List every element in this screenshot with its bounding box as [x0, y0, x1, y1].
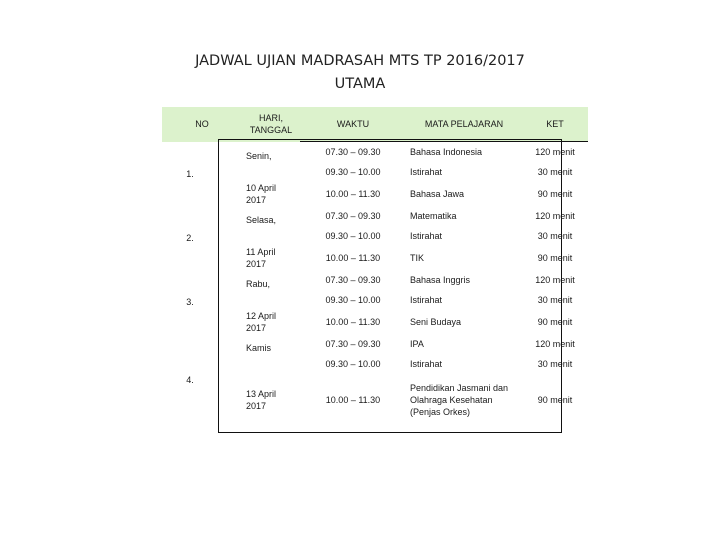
session-time: 09.30 – 10.00: [325, 359, 381, 369]
session-time: 10.00 – 11.30: [325, 189, 381, 199]
page-title: JADWAL UJIAN MADRASAH MTS TP 2016/2017: [195, 53, 525, 69]
day-spacer: [242, 226, 300, 246]
session-time: 07.30 – 09.30: [300, 142, 406, 163]
session-subject: IPA: [410, 339, 424, 349]
session-time: 10.00 – 11.30: [325, 317, 381, 327]
table-row: [162, 334, 588, 354]
session-subject: Istirahat: [410, 231, 443, 241]
day-name: Senin,: [242, 142, 300, 163]
session-duration: 30 menit: [537, 231, 573, 241]
day-spacer: [242, 162, 300, 182]
row-number: 3.: [162, 270, 242, 334]
session-subject: Bahasa Jawa: [410, 189, 465, 199]
session-time: 07.30 – 09.30: [325, 211, 381, 221]
table-row: [162, 142, 588, 163]
session-subject: Istirahat: [410, 295, 443, 305]
header-hari-tanggal: [242, 107, 300, 142]
session-time: 09.30 – 10.00: [325, 295, 381, 305]
row-number: 4.: [162, 334, 242, 426]
session-duration: 30 menit: [537, 359, 573, 369]
session-subject: Seni Budaya: [410, 317, 462, 327]
session-duration: 120 menit: [535, 339, 575, 349]
header-waktu: WAKTU: [300, 107, 406, 142]
day-name: Rabu,: [242, 270, 300, 290]
day-date: 10 April 2017: [242, 182, 300, 206]
session-subject: TIK: [410, 253, 425, 263]
session-time: 10.00 – 11.30: [325, 395, 381, 405]
table-header-row: [162, 107, 588, 142]
header-ket: KET: [522, 107, 588, 142]
day-date: 13 April 2017: [242, 374, 300, 426]
day-spacer: [242, 354, 300, 374]
row-number: 2.: [162, 206, 242, 270]
exam-schedule-table: [162, 107, 588, 426]
table-row: [162, 270, 588, 290]
header-tanggal: TANGGAL: [249, 125, 293, 136]
subject-line: Pendidikan Jasmani dan: [410, 383, 509, 393]
session-time: 09.30 – 10.00: [325, 167, 381, 177]
subject-line: Olahraga Kesehatan: [410, 395, 493, 405]
day-date: 11 April 2017: [242, 246, 300, 270]
session-duration: 90 menit: [537, 253, 573, 263]
day-name: Selasa,: [242, 206, 300, 226]
header-mata-pelajaran: MATA PELAJARAN: [406, 107, 522, 142]
subject-line: (Penjas Orkes): [410, 407, 471, 417]
header-no: NO: [162, 107, 242, 142]
row-number: 1.: [162, 142, 242, 207]
session-subject: Istirahat: [410, 359, 443, 369]
day-spacer: [242, 290, 300, 310]
session-subject: Matematika: [410, 211, 457, 221]
session-time: 07.30 – 09.30: [325, 339, 381, 349]
session-duration: 120 menit: [535, 275, 575, 285]
session-time: 09.30 – 10.00: [325, 231, 381, 241]
session-duration: 120 menit: [535, 211, 575, 221]
session-subject: Istirahat: [410, 167, 443, 177]
table-row: [162, 206, 588, 226]
day-date: 12 April 2017: [242, 310, 300, 334]
session-duration: 30 menit: [537, 295, 573, 305]
page-subtitle: UTAMA: [334, 76, 386, 92]
session-time: 10.00 – 11.30: [325, 253, 381, 263]
day-name: Kamis: [242, 334, 300, 354]
session-duration: 30 menit: [537, 167, 573, 177]
session-duration: 90 menit: [537, 395, 573, 405]
session-subject: Bahasa Inggris: [410, 275, 471, 285]
session-time: 07.30 – 09.30: [325, 275, 381, 285]
session-duration: 120 menit: [522, 142, 588, 163]
session-subject: Bahasa Indonesia: [406, 142, 522, 163]
session-duration: 90 menit: [537, 317, 573, 327]
session-duration: 90 menit: [537, 189, 573, 199]
header-hari: HARI,: [258, 113, 283, 124]
session-subject: [406, 374, 522, 426]
